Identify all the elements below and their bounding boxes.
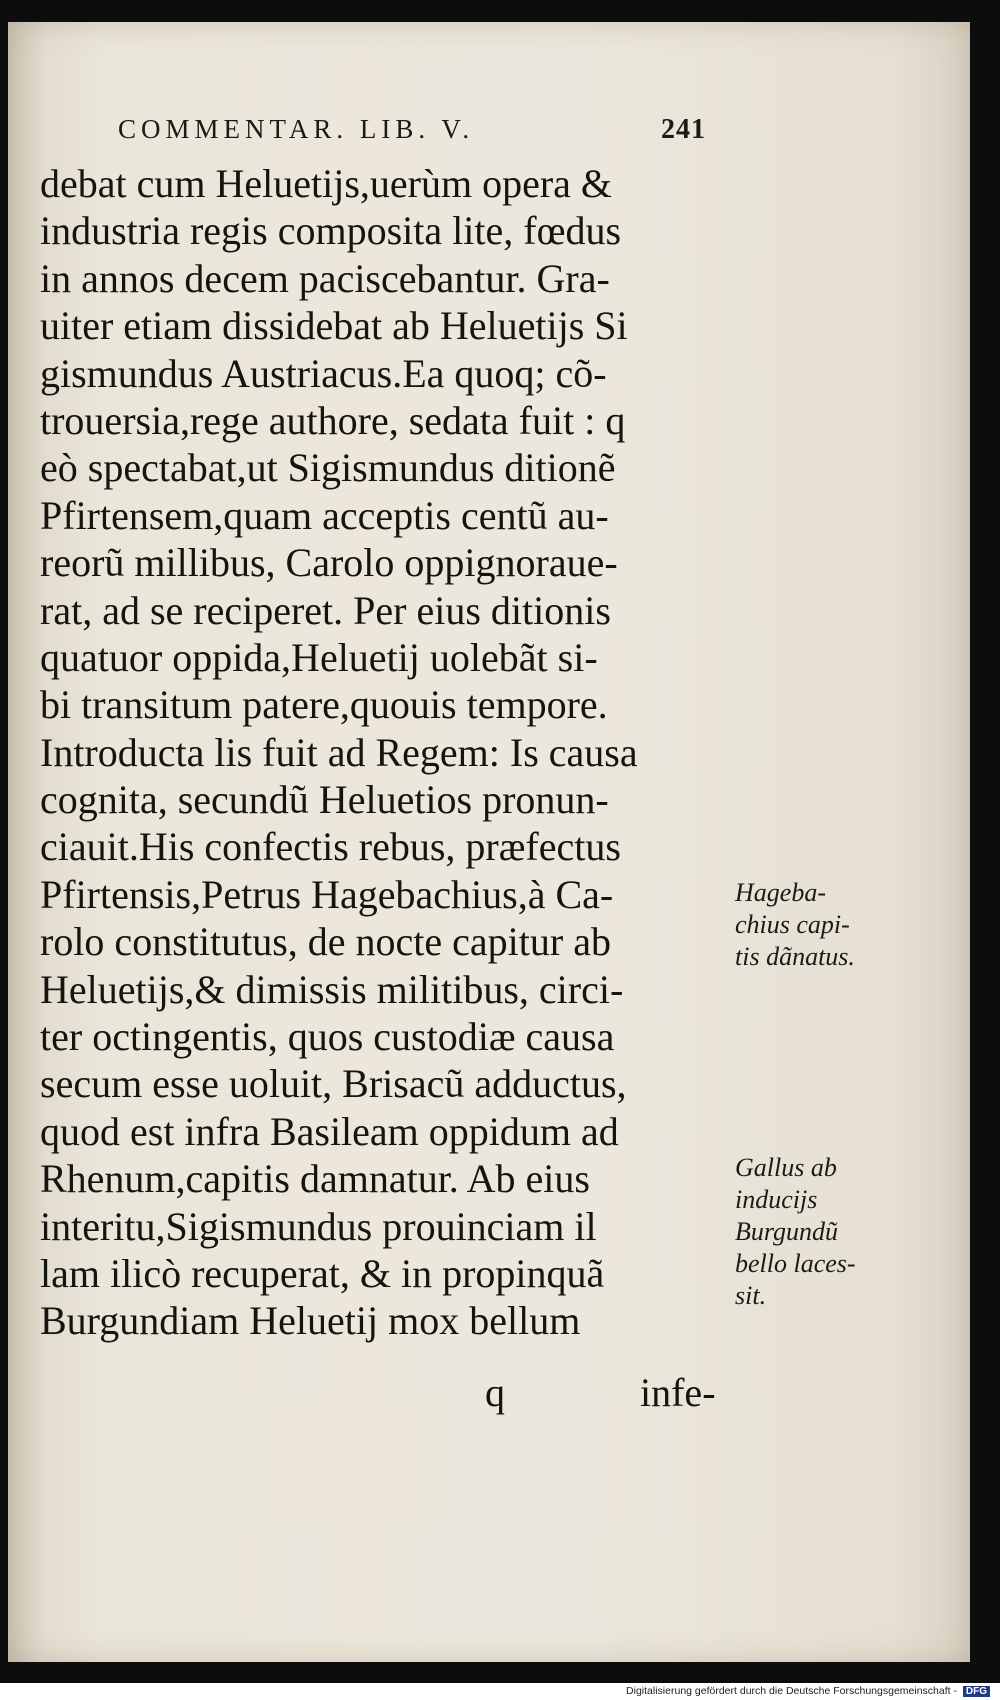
- marginal-note-line: sit.: [735, 1281, 767, 1310]
- signature-mark: q: [485, 1370, 505, 1415]
- marginal-note-gallus: [735, 1152, 885, 1312]
- marginal-note-line: Gallus ab: [735, 1153, 837, 1182]
- text-line: Burgundiam Heluetij mox bellum: [40, 1298, 581, 1344]
- marginal-note-line: chius capi-: [735, 910, 850, 939]
- running-header: [118, 114, 718, 154]
- text-line: ciauit.His confectis rebus, præfectus: [40, 824, 621, 870]
- text-line: rat, ad se reciperet. Per eius ditionis: [40, 587, 611, 633]
- credit-text: Digitalisierung gefördert durch die Deutsche Forschungsgemeinschaft -: [626, 1685, 957, 1697]
- dfg-logo: DFG: [963, 1686, 990, 1697]
- text-line: interitu,Sigismundus prouinciam il: [40, 1203, 597, 1249]
- page-number: 241: [661, 114, 706, 145]
- text-line: gismundus Austriacus.Ea quoq; cõ-: [40, 350, 607, 396]
- page-footer: [40, 1369, 750, 1417]
- text-line: industria regis composita lite, fœdus: [40, 208, 622, 254]
- marginal-note-line: Burgundũ: [735, 1217, 839, 1246]
- text-line: Pfirtensem,quam acceptis centũ au-: [40, 492, 609, 538]
- marginal-note-hagebachius: [735, 877, 885, 973]
- text-line: cognita, secundũ Heluetios pronun-: [40, 777, 609, 823]
- text-line: Rhenum,capitis damnatur. Ab eius: [40, 1156, 590, 1202]
- text-line: lam ilicò recuperat, & in propinquã: [40, 1250, 605, 1296]
- text-line: secum esse uoluit, Brisacũ adductus,: [40, 1061, 627, 1107]
- text-line: eò spectabat,ut Sigismundus ditionẽ: [40, 445, 616, 491]
- text-line: Heluetijs,& dimissis militibus, circi-: [40, 966, 624, 1012]
- text-line: trouersia,rege authore, sedata fuit : q: [40, 397, 626, 443]
- text-line: debat cum Heluetijs,uerùm opera &: [40, 161, 613, 206]
- text-line: bi transitum patere,quouis tempore.: [40, 682, 608, 728]
- text-line: ter octingentis, quos custodiæ causa: [40, 1014, 615, 1060]
- marginal-note-line: bello laces-: [735, 1249, 856, 1278]
- marginal-note-line: tis dãnatus.: [735, 942, 855, 971]
- text-line: quod est infra Basileam oppidum ad: [40, 1108, 619, 1154]
- marginal-note-line: inducijs: [735, 1185, 818, 1214]
- text-line: Pfirtensis,Petrus Hagebachius,à Ca-: [40, 871, 614, 917]
- catchword: infe-: [640, 1370, 716, 1415]
- text-line: reorũ millibus, Carolo oppignoraue-: [40, 540, 618, 586]
- main-text-block: [40, 160, 730, 1345]
- book-page: [8, 22, 970, 1662]
- text-line: Introducta lis fuit ad Regem: Is causa: [40, 729, 638, 775]
- text-line: in annos decem paciscebantur. Gra-: [40, 255, 610, 301]
- running-title: COMMENTAR. LIB. V.: [118, 114, 475, 144]
- digitization-credit: [626, 1685, 990, 1697]
- text-line: uiter etiam dissidebat ab Heluetijs Si: [40, 303, 628, 349]
- marginal-note-line: Hageba-: [735, 878, 826, 907]
- text-line: quatuor oppida,Heluetij uolebãt si-: [40, 634, 598, 680]
- text-line: rolo constitutus, de nocte capitur ab: [40, 919, 611, 965]
